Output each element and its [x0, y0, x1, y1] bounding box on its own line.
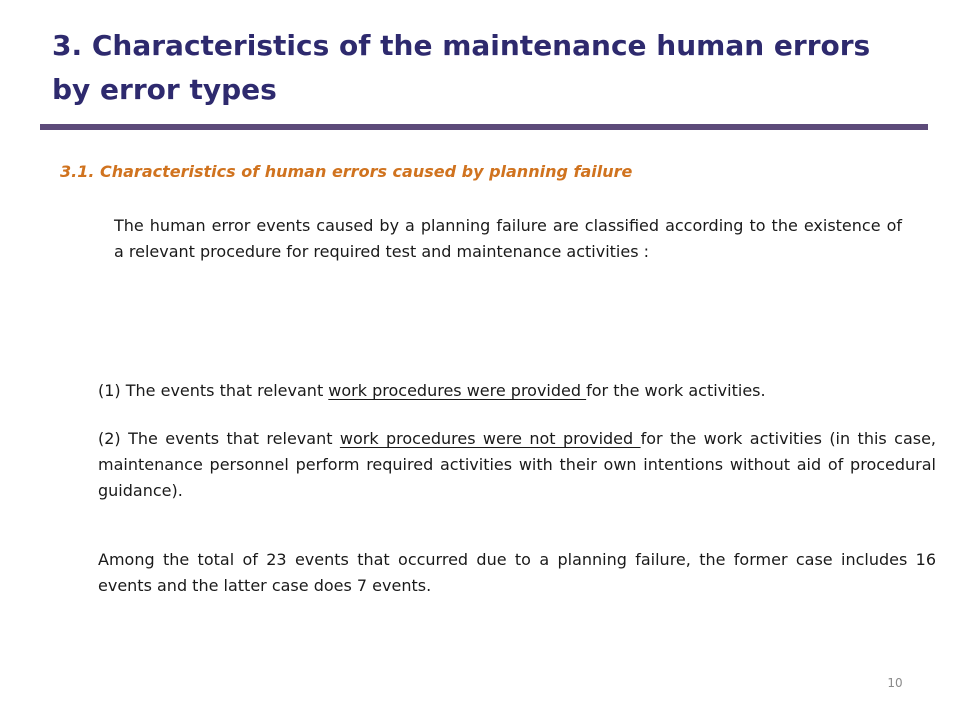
title-divider [40, 124, 928, 130]
intro-paragraph: The human error events caused by a planning failure are classified according to the existence of a relevant procedure for required test and maintenance activities : [114, 216, 902, 261]
list-item-text: (2) The events that relevant [98, 429, 340, 448]
list-item-text: for the work activities (in this case, maintenance personnel perform required activities with their own intentions without aid of procedural guidance). [98, 429, 937, 500]
list-item-text: for the work activities. [586, 381, 766, 400]
summary-paragraph: Among the total of 23 events that occurred due to a planning failure, the former case includes 16 events and the latter case does 7 events. [98, 550, 936, 595]
slide-title: 3. Characteristics of the maintenance human errors by error types [52, 29, 871, 106]
underlined-phrase: work procedures were provided [328, 381, 587, 400]
list-item [98, 378, 936, 404]
section-subtitle: 3.1. Characteristics of human errors caused by planning failure [60, 162, 633, 181]
list-item [98, 426, 936, 504]
page-number: 10 [887, 676, 903, 690]
list-item-text: (1) The events that relevant [98, 381, 329, 400]
underlined-phrase: work procedures were not provided [339, 429, 641, 448]
